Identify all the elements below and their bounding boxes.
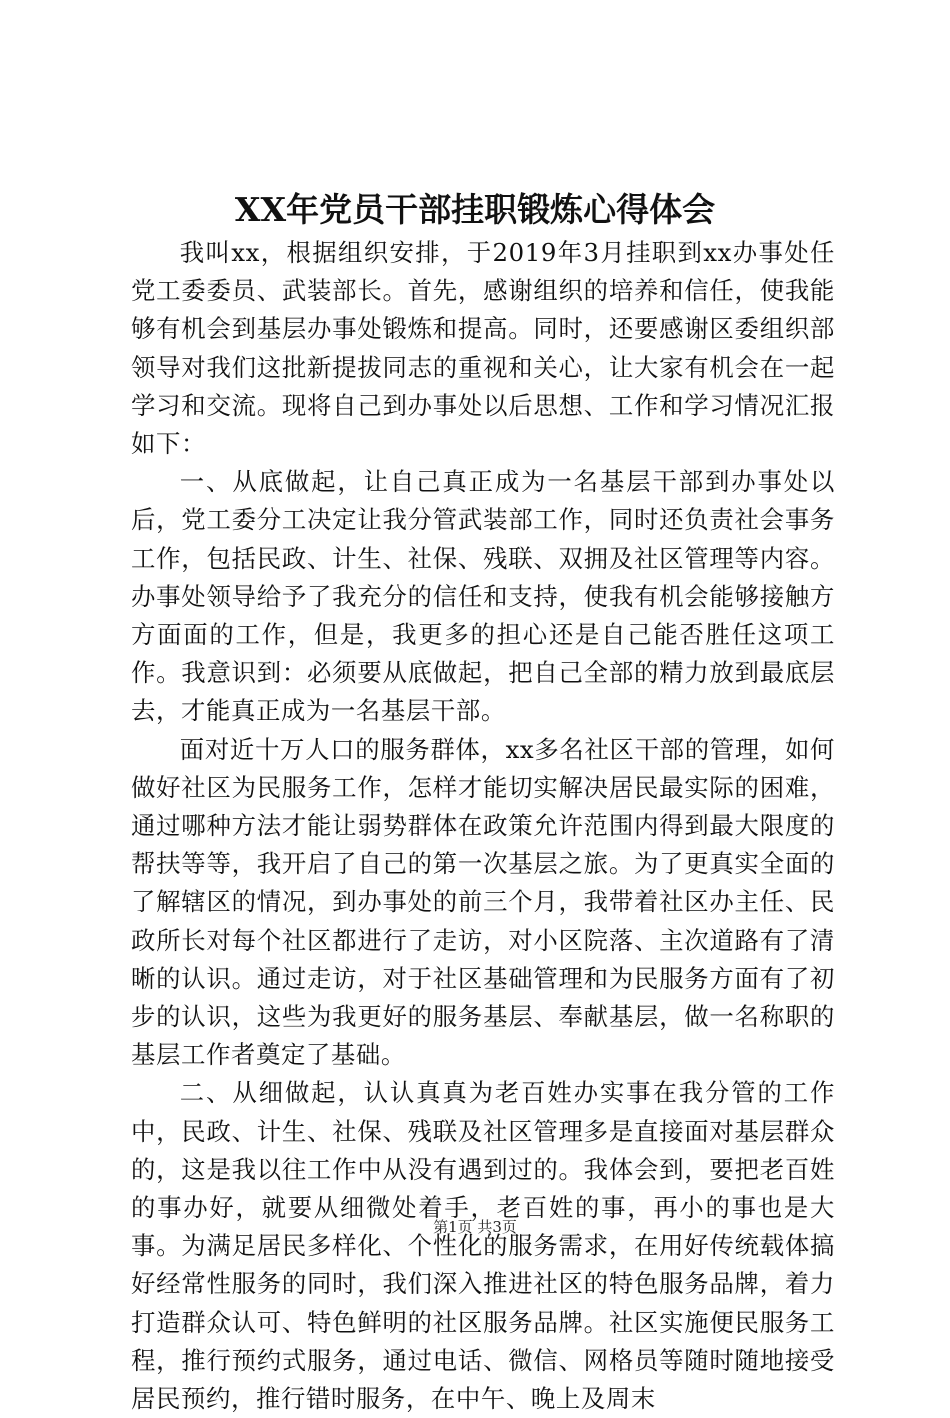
paragraph-intro: 我叫xx，根据组织安排，于2019年3月挂职到xx办事处任党工委委员、武装部长。首先，感谢组织的培养和信任，使我能够有机会到基层办事处锻炼和提高。同时，还要感谢区委组织部领导对我们这批新提拔同志的重视和关心，让大家有机会在一起学习和交流。现将自己到办事处以后思想、工作和学习情况汇报如下： bbox=[131, 238, 835, 459]
paragraph-community-service: 面对近十万人口的服务群体，xx多名社区干部的管理，如何做好社区为民服务工作，怎样才能切实解决居民最实际的困难，通过哪种方法才能让弱势群体在政策允许范围内得到最大限度的帮扶等等，我开启了自己的第一次基层之旅。为了更真实全面的了解辖区的情况，到办事处的前三个月，我带着社区办主任、民政所长对每个社区都进行了走访，对小区院落、主次道路有了清晰的认识。通过走访，对于社区基础管理和为民服务方面有了初步的认识，这些为我更好的服务基层、奉献基层，做一名称职的基层工作者奠定了基础。 bbox=[131, 734, 835, 1070]
paragraph-section-two: 二、从细做起，认认真真为老百姓办实事在我分管的工作中，民政、计生、社保、残联及社区管理多是直接面对基层群众的，这是我以往工作中从没有遇到过的。我体会到，要把老百姓的事办好，就要从细微处着手，老百姓的事，再小的事也是大事。为满足居民多样化、个性化的服务需求，在用好传统载体搞好经常性服务的同时，我们深入推进社区的特色服务品牌，着力打造群众认可、特色鲜明的社区服务品牌。社区实施便民服务工程，推行预约式服务，通过电话、微信、网格员等随时随地接受居民预约，推行错时服务，在中午、晚上及周末 bbox=[131, 1078, 835, 1414]
paragraph-section-one: 一、从底做起，让自己真正成为一名基层干部到办事处以后，党工委分工决定让我分管武装部工作，同时还负责社会事务工作，包括民政、计生、社保、残联、双拥及社区管理等内容。办事处领导给予了我充分的信任和支持，使我有机会能够接触方方面面的工作，但是，我更多的担心还是自己能否胜任这项工作。我意识到：必须要从底做起，把自己全部的精力放到最底层去，才能真正成为一名基层干部。 bbox=[131, 467, 835, 726]
document-title: XX年党员干部挂职锻炼心得体会 bbox=[234, 190, 716, 229]
page-number-footer: 第1页 共3页 bbox=[433, 1218, 517, 1236]
document-body bbox=[131, 234, 835, 1418]
